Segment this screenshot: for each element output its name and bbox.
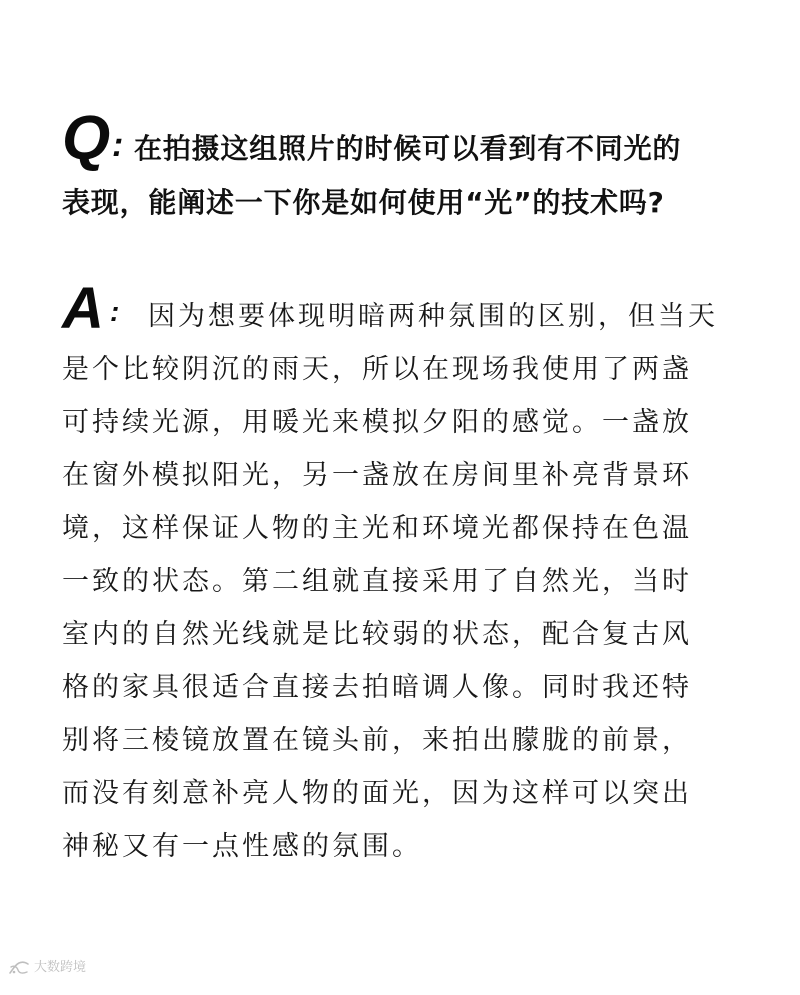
answer-line: 室内的自然光线就是比较弱的状态，配合复古风 [62, 619, 692, 650]
answer-line: 而没有刻意补亮人物的面光，因为这样可以突出 [62, 778, 692, 809]
answer-marker: A [62, 276, 102, 341]
answer-line: 一致的状态。第二组就直接采用了自然光，当时 [62, 566, 692, 597]
watermark-text: 大数跨境 [34, 960, 87, 975]
question-section [62, 104, 752, 230]
answer-line: 境，这样保证人物的主光和环境光都保持在色温 [62, 513, 692, 544]
answer-line: 是个比较阴沉的雨天，所以在现场我使用了两盏 [62, 354, 692, 385]
answer-text [62, 276, 752, 873]
answer-marker-colon: : [110, 296, 120, 327]
answer-line: 因为想要体现明暗两种氛围的区别，但当天 [148, 301, 718, 332]
answer-section [62, 276, 752, 873]
brand-logo-icon [8, 959, 30, 977]
question-marker-colon: : [112, 126, 124, 164]
answer-line: 别将三棱镜放置在镜头前，来拍出朦胧的前景， [62, 725, 692, 756]
brand-watermark [8, 959, 86, 977]
answer-line: 神秘又有一点性感的氛围。 [62, 831, 422, 862]
question-text [62, 104, 752, 230]
question-line: 表现，能阐述一下你是如何使用“光”的技术吗? [62, 186, 665, 219]
answer-line: 在窗外模拟阳光，另一盏放在房间里补亮背景环 [62, 460, 692, 491]
question-marker: Q [62, 104, 109, 173]
answer-line: 可持续光源，用暖光来模拟夕阳的感觉。一盏放 [62, 407, 692, 438]
question-line: 在拍摄这组照片的时候可以看到有不同光的 [134, 132, 682, 165]
answer-line: 格的家具很适合直接去拍暗调人像。同时我还特 [62, 672, 692, 703]
